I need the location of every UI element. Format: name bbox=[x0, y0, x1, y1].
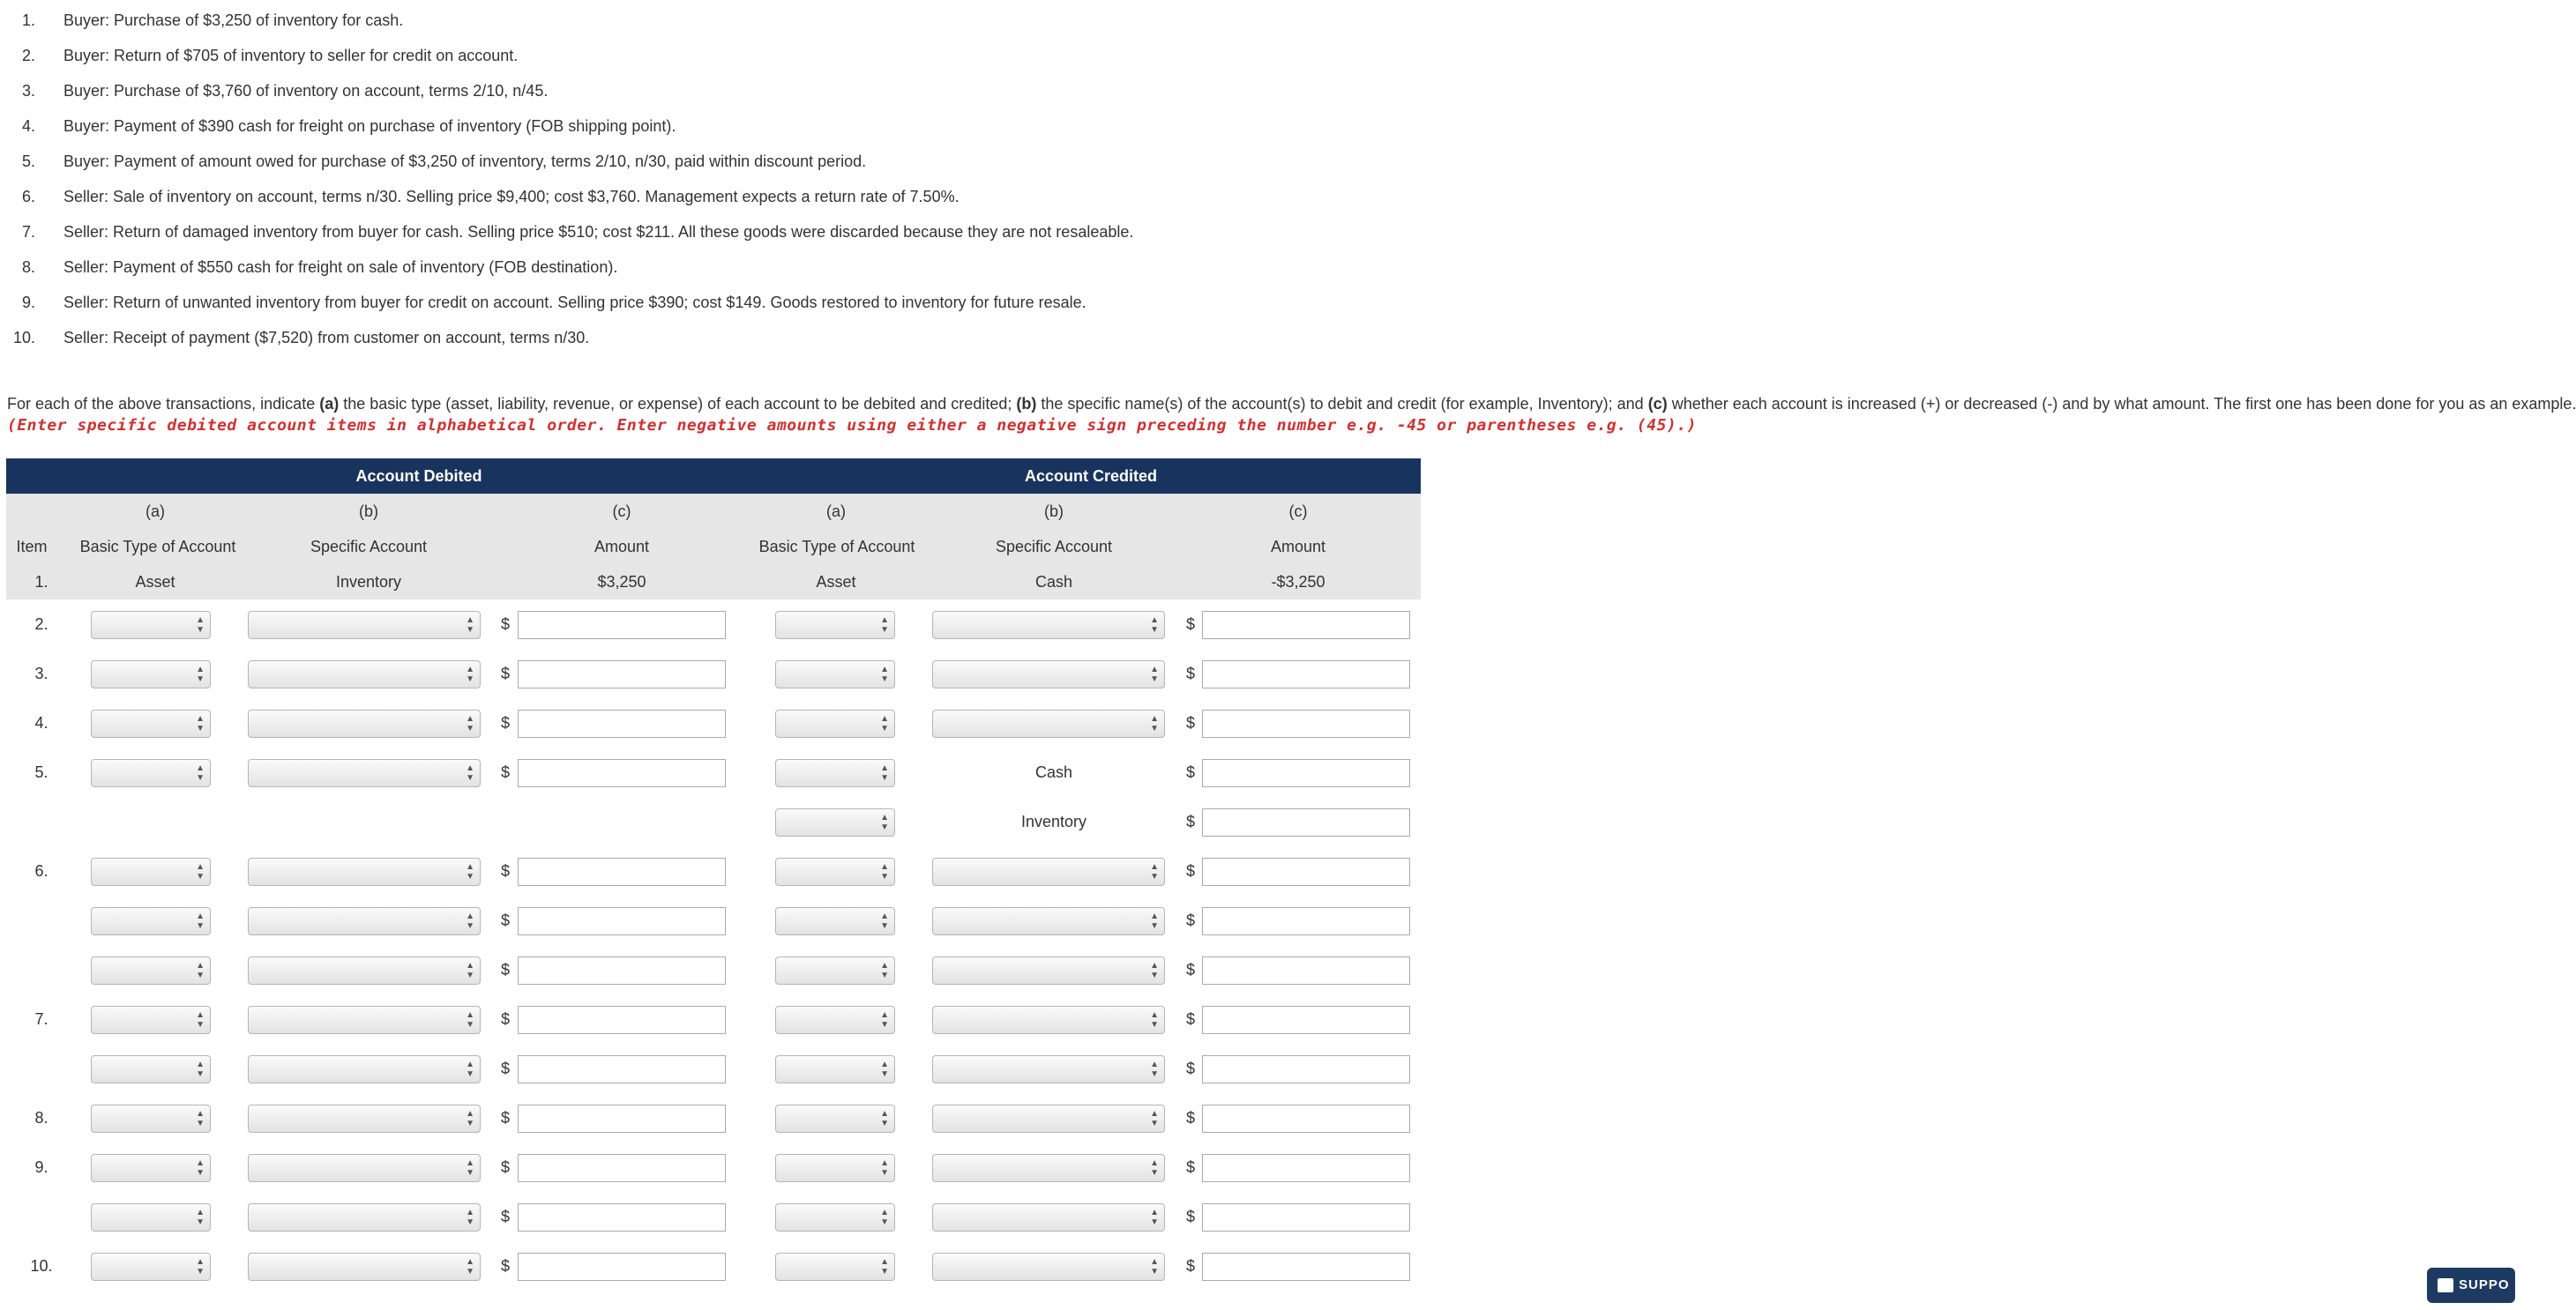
example-credit-amount: -$3,250 bbox=[1271, 573, 1325, 591]
col-basic-type-debit: Basic Type of Account bbox=[79, 538, 236, 555]
entry-item-number: 2. bbox=[34, 615, 49, 633]
debit-type-select[interactable] bbox=[91, 858, 211, 886]
entry-row bbox=[6, 945, 1421, 994]
credit-account-select[interactable] bbox=[932, 1253, 1165, 1281]
entry-row bbox=[6, 1192, 1421, 1241]
dollar-sign: $ bbox=[1186, 763, 1196, 781]
transaction-number: 7. bbox=[21, 223, 35, 241]
entry-item-number: 5. bbox=[34, 763, 49, 781]
credit-account-select[interactable] bbox=[932, 710, 1165, 738]
credit-amount-input[interactable] bbox=[1202, 1253, 1410, 1281]
credit-amount-input[interactable] bbox=[1202, 710, 1410, 738]
transaction-number: 9. bbox=[21, 294, 35, 311]
col-c-debit: (c) bbox=[612, 502, 631, 520]
entry-row bbox=[6, 698, 1421, 748]
debit-type-select[interactable] bbox=[91, 759, 211, 787]
select-arrows-icon: ▲ ▼ bbox=[196, 1208, 205, 1227]
credit-account-select[interactable] bbox=[932, 660, 1165, 688]
debit-amount-input[interactable] bbox=[518, 1203, 726, 1232]
select-arrows-icon: ▲ ▼ bbox=[880, 912, 889, 931]
transaction-description: Buyer: Payment of $390 cash for freight on purchase of inventory (FOB shipping point). bbox=[63, 117, 676, 135]
credit-account-select[interactable] bbox=[932, 1055, 1165, 1083]
select-arrows-icon: ▲ ▼ bbox=[1150, 714, 1159, 733]
transaction-number: 4. bbox=[21, 117, 35, 135]
select-arrows-icon: ▲ ▼ bbox=[1150, 1208, 1159, 1227]
debit-amount-input[interactable] bbox=[518, 956, 726, 985]
support-button[interactable]: SUPPO bbox=[2427, 1268, 2515, 1303]
debit-account-select[interactable] bbox=[248, 1105, 481, 1133]
entry-row bbox=[6, 748, 1421, 797]
dollar-sign: $ bbox=[1186, 1010, 1196, 1028]
debit-type-select[interactable] bbox=[91, 1203, 211, 1232]
select-arrows-icon: ▲ ▼ bbox=[196, 1109, 205, 1128]
select-arrows-icon: ▲ ▼ bbox=[466, 714, 474, 733]
transaction-description: Seller: Return of damaged inventory from buyer for cash. Selling price $510; cost $211. All these goods were discarded because they are not resaleable. bbox=[63, 223, 1134, 241]
debit-type-select[interactable] bbox=[91, 1253, 211, 1281]
debit-amount-input[interactable] bbox=[518, 759, 726, 787]
debit-amount-input[interactable] bbox=[518, 1105, 726, 1133]
transaction-number: 3. bbox=[21, 82, 35, 100]
example-debit-amount: $3,250 bbox=[597, 573, 646, 591]
select-arrows-icon: ▲ ▼ bbox=[1150, 862, 1159, 882]
entry-item-number: 3. bbox=[34, 665, 49, 682]
select-arrows-icon: ▲ ▼ bbox=[466, 1158, 474, 1178]
credit-account-select[interactable] bbox=[932, 611, 1165, 639]
dollar-sign: $ bbox=[501, 912, 511, 929]
table-header-labels bbox=[6, 529, 1421, 564]
credit-type-select[interactable] bbox=[775, 1006, 895, 1034]
debit-amount-input[interactable] bbox=[518, 611, 726, 639]
entry-row bbox=[6, 1093, 1421, 1143]
credit-type-select[interactable] bbox=[775, 1154, 895, 1182]
col-amount-credit: Amount bbox=[1270, 538, 1326, 555]
account-debited-title: Account Debited bbox=[355, 467, 482, 485]
example-debit-type: Asset bbox=[135, 573, 175, 591]
credit-amount-input[interactable] bbox=[1202, 1105, 1410, 1133]
select-arrows-icon: ▲ ▼ bbox=[196, 862, 205, 882]
table-header-titles bbox=[6, 458, 1421, 494]
credit-amount-input[interactable] bbox=[1202, 1006, 1410, 1034]
example-debit-account: Inventory bbox=[335, 573, 402, 591]
entry-row bbox=[6, 896, 1421, 945]
select-arrows-icon: ▲ ▼ bbox=[880, 813, 889, 832]
dollar-sign: $ bbox=[1186, 1109, 1196, 1127]
select-arrows-icon: ▲ ▼ bbox=[466, 1010, 474, 1030]
credit-account-select[interactable] bbox=[932, 1105, 1165, 1133]
debit-account-select[interactable] bbox=[248, 1154, 481, 1182]
entry-row bbox=[6, 846, 1421, 896]
credit-type-select[interactable] bbox=[775, 1055, 895, 1083]
dollar-sign: $ bbox=[1186, 912, 1196, 929]
debit-amount-input[interactable] bbox=[518, 907, 726, 935]
select-arrows-icon: ▲ ▼ bbox=[880, 961, 889, 980]
transaction-number: 10. bbox=[12, 329, 35, 346]
select-arrows-icon: ▲ ▼ bbox=[466, 1109, 474, 1128]
transaction-description: Buyer: Purchase of $3,250 of inventory for cash. bbox=[63, 11, 404, 29]
debit-type-select[interactable] bbox=[91, 611, 211, 639]
debit-type-select[interactable] bbox=[91, 956, 211, 985]
debit-account-select[interactable] bbox=[248, 660, 481, 688]
select-arrows-icon: ▲ ▼ bbox=[196, 1010, 205, 1030]
entry-row bbox=[6, 1143, 1421, 1192]
instructions-text: For each of the above transactions, indicate (a) the basic type (asset, liability, revenue, or expense) of each account to be debited and credited; (b) the specific name(s) of the account(s) to debit and credit (for example, Inventory); and (c) whether each account is increased (+) or decreased (-) and by what amount. The first one has been done for you as an example. bbox=[7, 395, 2576, 413]
select-arrows-icon: ▲ ▼ bbox=[880, 714, 889, 733]
select-arrows-icon: ▲ ▼ bbox=[466, 665, 474, 684]
entry-item-number: 10. bbox=[30, 1257, 53, 1275]
credit-account-select[interactable] bbox=[932, 956, 1165, 985]
debit-type-select[interactable] bbox=[91, 1006, 211, 1034]
credit-account-select[interactable] bbox=[932, 1154, 1165, 1182]
dollar-sign: $ bbox=[501, 1109, 511, 1127]
select-arrows-icon: ▲ ▼ bbox=[196, 961, 205, 980]
select-arrows-icon: ▲ ▼ bbox=[1150, 1060, 1159, 1079]
transaction-number: 5. bbox=[21, 153, 35, 170]
dollar-sign: $ bbox=[501, 1158, 511, 1176]
col-specific-credit: Specific Account bbox=[995, 538, 1113, 555]
dollar-sign: $ bbox=[1186, 862, 1196, 880]
dollar-sign: $ bbox=[1186, 1060, 1196, 1077]
entry-row bbox=[6, 1044, 1421, 1093]
credit-account-select[interactable] bbox=[932, 1203, 1165, 1232]
credit-account-fixed: Inventory bbox=[1020, 813, 1087, 830]
select-arrows-icon: ▲ ▼ bbox=[1150, 1158, 1159, 1178]
dollar-sign: $ bbox=[501, 1060, 511, 1077]
entry-row bbox=[6, 649, 1421, 698]
entry-row bbox=[6, 1241, 1421, 1291]
example-credit-type: Asset bbox=[816, 573, 856, 591]
credit-type-select[interactable] bbox=[775, 1203, 895, 1232]
example-credit-account: Cash bbox=[1034, 573, 1073, 591]
dollar-sign: $ bbox=[501, 763, 511, 781]
credit-type-select[interactable] bbox=[775, 808, 895, 837]
transaction-description: Buyer: Purchase of $3,760 of inventory on account, terms 2/10, n/45. bbox=[63, 82, 549, 100]
credit-account-select[interactable] bbox=[932, 858, 1165, 886]
instructions-note: (Enter specific debited account items in alphabetical order. Enter negative amounts using either a negative sign preceding the number e.g. -45 or parentheses e.g. (45).) bbox=[7, 416, 1697, 435]
select-arrows-icon: ▲ ▼ bbox=[466, 1208, 474, 1227]
debit-account-select[interactable] bbox=[248, 710, 481, 738]
credit-type-select[interactable] bbox=[775, 1105, 895, 1133]
dollar-sign: $ bbox=[501, 615, 511, 633]
select-arrows-icon: ▲ ▼ bbox=[196, 1158, 205, 1178]
entry-row bbox=[6, 797, 1421, 846]
select-arrows-icon: ▲ ▼ bbox=[880, 1010, 889, 1030]
dollar-sign: $ bbox=[501, 714, 511, 732]
col-item: Item bbox=[16, 538, 48, 555]
dollar-sign: $ bbox=[1186, 813, 1196, 830]
credit-amount-input[interactable] bbox=[1202, 858, 1410, 886]
transaction-description: Seller: Receipt of payment ($7,520) from customer on account, terms n/30. bbox=[63, 329, 590, 346]
select-arrows-icon: ▲ ▼ bbox=[466, 912, 474, 931]
example-row bbox=[6, 564, 1421, 599]
credit-type-select[interactable] bbox=[775, 660, 895, 688]
debit-type-select[interactable] bbox=[91, 1055, 211, 1083]
select-arrows-icon: ▲ ▼ bbox=[466, 1060, 474, 1079]
col-b-debit: (b) bbox=[359, 502, 378, 520]
select-arrows-icon: ▲ ▼ bbox=[880, 665, 889, 684]
dollar-sign: $ bbox=[501, 862, 511, 880]
dollar-sign: $ bbox=[501, 1208, 511, 1225]
transaction-number: 6. bbox=[21, 188, 35, 205]
credit-amount-input[interactable] bbox=[1202, 1055, 1410, 1083]
select-arrows-icon: ▲ ▼ bbox=[880, 1109, 889, 1128]
debit-account-select[interactable] bbox=[248, 907, 481, 935]
debit-amount-input[interactable] bbox=[518, 660, 726, 688]
chat-icon bbox=[2438, 1278, 2453, 1292]
debit-amount-input[interactable] bbox=[518, 1154, 726, 1182]
debit-amount-input[interactable] bbox=[518, 710, 726, 738]
select-arrows-icon: ▲ ▼ bbox=[196, 1060, 205, 1079]
credit-account-select[interactable] bbox=[932, 1006, 1165, 1034]
entry-item-number: 9. bbox=[34, 1158, 49, 1176]
transaction-description: Seller: Payment of $550 cash for freight on sale of inventory (FOB destination). bbox=[63, 258, 618, 276]
debit-amount-input[interactable] bbox=[518, 1055, 726, 1083]
select-arrows-icon: ▲ ▼ bbox=[466, 862, 474, 882]
select-arrows-icon: ▲ ▼ bbox=[880, 862, 889, 882]
select-arrows-icon: ▲ ▼ bbox=[196, 912, 205, 931]
select-arrows-icon: ▲ ▼ bbox=[1150, 1257, 1159, 1277]
select-arrows-icon: ▲ ▼ bbox=[880, 1208, 889, 1227]
col-specific-debit: Specific Account bbox=[310, 538, 428, 555]
col-a-debit: (a) bbox=[146, 502, 165, 520]
col-basic-type-credit: Basic Type of Account bbox=[758, 538, 915, 555]
debit-account-select[interactable] bbox=[248, 759, 481, 787]
transaction-description: Buyer: Payment of amount owed for purchase of $3,250 of inventory, terms 2/10, n/30, paid within discount period. bbox=[63, 153, 867, 170]
credit-amount-input[interactable] bbox=[1202, 808, 1410, 837]
select-arrows-icon: ▲ ▼ bbox=[1150, 665, 1159, 684]
col-b-credit: (b) bbox=[1044, 502, 1064, 520]
dollar-sign: $ bbox=[1186, 615, 1196, 633]
debit-type-select[interactable] bbox=[91, 907, 211, 935]
credit-amount-input[interactable] bbox=[1202, 611, 1410, 639]
debit-account-select[interactable] bbox=[248, 1055, 481, 1083]
dollar-sign: $ bbox=[501, 665, 511, 682]
dollar-sign: $ bbox=[1186, 1208, 1196, 1225]
table-header-letters bbox=[6, 494, 1421, 529]
debit-amount-input[interactable] bbox=[518, 1253, 726, 1281]
debit-amount-input[interactable] bbox=[518, 1006, 726, 1034]
col-c-credit: (c) bbox=[1288, 502, 1308, 520]
entry-item-number: 4. bbox=[34, 714, 49, 732]
entry-row bbox=[6, 599, 1421, 649]
credit-account-select[interactable] bbox=[932, 907, 1165, 935]
credit-account-fixed: Cash bbox=[1034, 763, 1073, 781]
credit-type-select[interactable] bbox=[775, 907, 895, 935]
select-arrows-icon: ▲ ▼ bbox=[466, 961, 474, 980]
select-arrows-icon: ▲ ▼ bbox=[880, 1257, 889, 1277]
col-amount-debit: Amount bbox=[594, 538, 650, 555]
select-arrows-icon: ▲ ▼ bbox=[466, 763, 474, 783]
debit-type-select[interactable] bbox=[91, 660, 211, 688]
credit-amount-input[interactable] bbox=[1202, 1203, 1410, 1232]
dollar-sign: $ bbox=[1186, 1158, 1196, 1176]
dollar-sign: $ bbox=[501, 1010, 511, 1028]
credit-amount-input[interactable] bbox=[1202, 1154, 1410, 1182]
select-arrows-icon: ▲ ▼ bbox=[196, 714, 205, 733]
debit-account-select[interactable] bbox=[248, 1253, 481, 1281]
entry-row bbox=[6, 994, 1421, 1044]
example-item: 1. bbox=[34, 573, 49, 591]
credit-type-select[interactable] bbox=[775, 611, 895, 639]
dollar-sign: $ bbox=[1186, 714, 1196, 732]
dollar-sign: $ bbox=[501, 961, 511, 979]
select-arrows-icon: ▲ ▼ bbox=[1150, 912, 1159, 931]
credit-type-select[interactable] bbox=[775, 956, 895, 985]
select-arrows-icon: ▲ ▼ bbox=[1150, 1010, 1159, 1030]
credit-type-select[interactable] bbox=[775, 858, 895, 886]
transaction-description: Seller: Sale of inventory on account, terms n/30. Selling price $9,400; cost $3,760. Management expects a return rate of 7.50%. bbox=[63, 188, 959, 205]
debit-account-select[interactable] bbox=[248, 611, 481, 639]
select-arrows-icon: ▲ ▼ bbox=[1150, 1109, 1159, 1128]
select-arrows-icon: ▲ ▼ bbox=[196, 763, 205, 783]
transaction-number: 2. bbox=[21, 47, 35, 64]
entry-item-number: 8. bbox=[34, 1109, 49, 1127]
select-arrows-icon: ▲ ▼ bbox=[466, 1257, 474, 1277]
debit-account-select[interactable] bbox=[248, 858, 481, 886]
transaction-number: 1. bbox=[21, 11, 35, 29]
credit-amount-input[interactable] bbox=[1202, 956, 1410, 985]
select-arrows-icon: ▲ ▼ bbox=[880, 763, 889, 783]
transaction-number: 8. bbox=[21, 258, 35, 276]
credit-type-select[interactable] bbox=[775, 759, 895, 787]
credit-type-select[interactable] bbox=[775, 1253, 895, 1281]
credit-amount-input[interactable] bbox=[1202, 660, 1410, 688]
debit-account-select[interactable] bbox=[248, 1006, 481, 1034]
entry-item-number: 6. bbox=[34, 862, 49, 880]
debit-account-select[interactable] bbox=[248, 1203, 481, 1232]
select-arrows-icon: ▲ ▼ bbox=[880, 1060, 889, 1079]
credit-amount-input[interactable] bbox=[1202, 759, 1410, 787]
select-arrows-icon: ▲ ▼ bbox=[880, 615, 889, 635]
debit-type-select[interactable] bbox=[91, 1105, 211, 1133]
select-arrows-icon: ▲ ▼ bbox=[196, 1257, 205, 1277]
select-arrows-icon: ▲ ▼ bbox=[196, 615, 205, 635]
col-a-credit: (a) bbox=[826, 502, 846, 520]
select-arrows-icon: ▲ ▼ bbox=[466, 615, 474, 635]
debit-account-select[interactable] bbox=[248, 956, 481, 985]
select-arrows-icon: ▲ ▼ bbox=[880, 1158, 889, 1178]
select-arrows-icon: ▲ ▼ bbox=[1150, 961, 1159, 980]
dollar-sign: $ bbox=[1186, 665, 1196, 682]
transaction-description: Seller: Return of unwanted inventory from buyer for credit on account. Selling price $390; cost $149. Goods restored to inventory for future resale. bbox=[63, 294, 1086, 311]
dollar-sign: $ bbox=[1186, 961, 1196, 979]
credit-type-select[interactable] bbox=[775, 710, 895, 738]
debit-type-select[interactable] bbox=[91, 710, 211, 738]
dollar-sign: $ bbox=[1186, 1257, 1196, 1275]
select-arrows-icon: ▲ ▼ bbox=[196, 665, 205, 684]
select-arrows-icon: ▲ ▼ bbox=[1150, 615, 1159, 635]
entry-item-number: 7. bbox=[34, 1010, 49, 1028]
credit-amount-input[interactable] bbox=[1202, 907, 1410, 935]
transaction-description: Buyer: Return of $705 of inventory to seller for credit on account. bbox=[63, 47, 519, 64]
debit-type-select[interactable] bbox=[91, 1154, 211, 1182]
debit-amount-input[interactable] bbox=[518, 858, 726, 886]
account-credited-title: Account Credited bbox=[1024, 467, 1157, 485]
dollar-sign: $ bbox=[501, 1257, 511, 1275]
